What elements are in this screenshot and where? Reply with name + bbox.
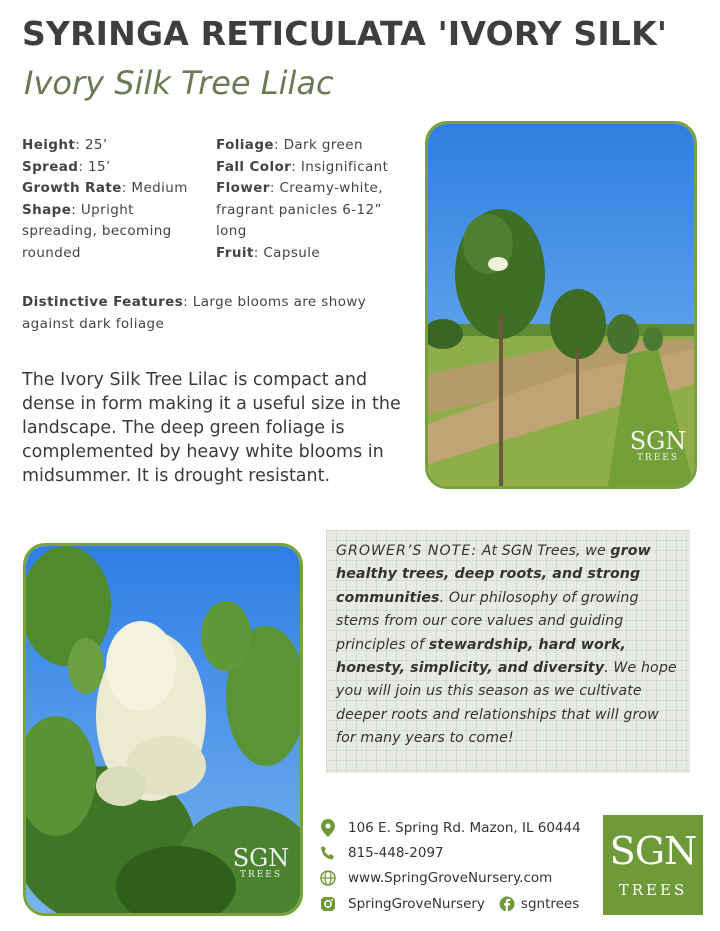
specs-left (22, 135, 207, 264)
description: The Ivory Silk Tree Lilac is compact and dense in form making it a useful size in the landscape. The deep green foliage is complemented by heavy white blooms in midsummer. It is drought resistant. (22, 370, 401, 486)
bloom-photo (23, 543, 303, 916)
facebook-handle[interactable]: sgntrees (520, 896, 580, 912)
spec-fall-color: Fall Color: Insignificant (216, 158, 389, 175)
distinctive-features: Distinctive Features: Large blooms are showy against dark foliage (22, 294, 367, 332)
social-row (318, 894, 579, 914)
spec-spread: Spread: 15’ (22, 158, 111, 175)
page-subtitle: Ivory Silk Tree Lilac (24, 64, 334, 102)
globe-icon (318, 868, 338, 888)
address-text: 106 E. Spring Rd. Mazon, IL 60444 (348, 820, 581, 836)
instagram-handle[interactable]: SpringGroveNursery (348, 896, 485, 912)
watermark-logo: SGN TREES (629, 427, 687, 463)
website-link[interactable]: www.SpringGroveNursery.com (348, 870, 553, 886)
website-row (318, 868, 552, 888)
spec-height: Height: 25’ (22, 137, 108, 153)
sgn-trees-logo: SGN TREES (603, 815, 703, 915)
spec-fruit: Fruit: Capsule (216, 244, 321, 261)
spec-foliage: Foliage: Dark green (216, 137, 363, 153)
growers-note (326, 530, 690, 773)
spec-shape: Shape: Upright spreading, becoming rounded (22, 201, 172, 261)
map-pin-icon (318, 818, 338, 838)
spec-growth-rate: Growth Rate: Medium (22, 180, 188, 196)
watermark-logo: SGN TREES (232, 844, 290, 880)
phone-row (318, 843, 444, 863)
spec-flower: Flower: Creamy-white, fragrant panicles 6-12” long (216, 180, 383, 239)
phone-text[interactable]: 815-448-2097 (348, 845, 444, 861)
instagram-icon (318, 894, 338, 914)
phone-icon (318, 843, 338, 863)
specs-right (216, 135, 416, 264)
growers-note-text: GROWER’S NOTE: At SGN Trees, we grow healthy trees, deep roots, and strong communities. Our philosophy of growing stems from our core values and guiding principles of stewardship, hard work, honesty, simplicity, and diversity. We hope you will join us this season as we cultivate deeper roots and relationships that will grow for many years to come! (336, 543, 677, 747)
facebook-icon (497, 894, 517, 914)
address-row (318, 818, 581, 838)
page-title: SYRINGA RETICULATA 'IVORY SILK' (22, 14, 668, 53)
tree-photo (425, 121, 697, 489)
